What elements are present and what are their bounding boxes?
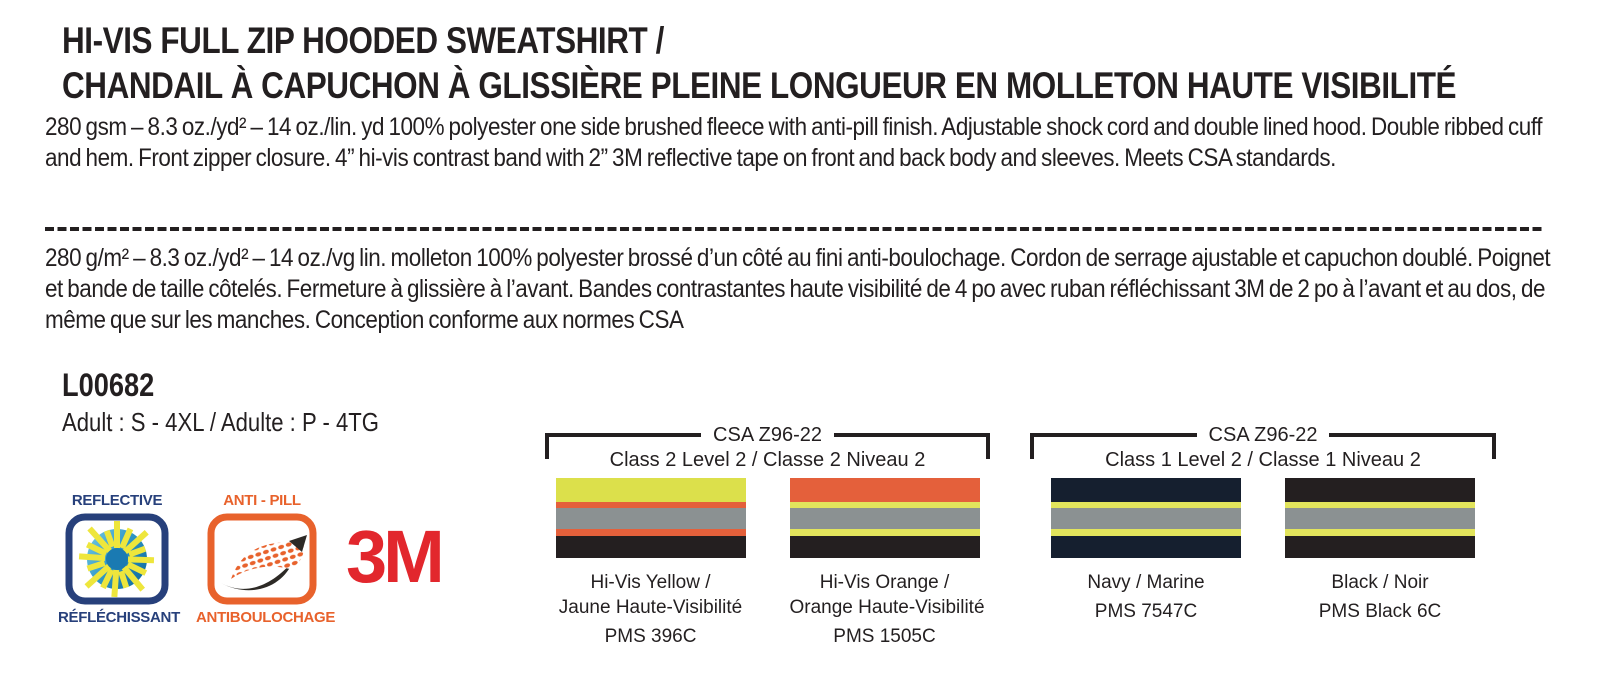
swatch-column-black <box>1285 478 1475 624</box>
swatch-row <box>1030 478 1496 624</box>
swatch-column-hivis-orange <box>789 478 985 649</box>
csa-standard-label: CSA Z96-22 <box>713 424 822 446</box>
title-line-2: CHANDAIL À CAPUCHON À GLISSIÈRE PLEINE LONGUEUR EN MOLLETON HAUTE VISIBILITÉ <box>62 65 1457 106</box>
swatch-column-hivis-yellow <box>556 478 746 649</box>
page-title <box>62 18 1456 108</box>
swatch-name-line: Hi-Vis Yellow / <box>590 572 711 593</box>
3m-logo: 3M <box>346 515 441 598</box>
swatch-column-navy <box>1051 478 1241 624</box>
reflective-sunburst-icon <box>65 513 169 605</box>
swatch-row <box>545 478 990 649</box>
swatch-caption <box>1051 570 1241 624</box>
anti-pill-label-en: ANTI - PILL <box>223 492 301 509</box>
product-sizes: Adult : S - 4XL / Adulte : P - 4TG <box>62 407 379 437</box>
anti-pill-fabric-icon <box>207 513 317 605</box>
title-line-1: HI-VIS FULL ZIP HOODED SWEATSHIRT / <box>62 20 664 61</box>
anti-pill-badge <box>196 492 336 627</box>
dashed-separator <box>45 227 1545 231</box>
csa-section-class1 <box>1030 422 1496 624</box>
description-french: 280 g/m² – 8.3 oz./yd² – 14 oz./vg lin. molleton 100% polyester brossé d’un côté au fini anti-boulochage. Cordon de serrage ajustable et capuchon doublé. Poignet et bande de taille côtelés. Fermeture à glissière à l’avant. Bandes contrastantes haute visibilité de 4 po avec ruban réfléchissant 3M de 2 po à l’avant et au dos, de même que sur les manches. Conception conforme aux normes CSA <box>45 244 1551 334</box>
csa-class-label: Class 2 Level 2 / Classe 2 Niveau 2 <box>609 449 926 471</box>
swatch-pms-code: PMS 396C <box>604 626 697 647</box>
swatch-caption <box>556 570 746 649</box>
swatch-name-line: Navy / Marine <box>1087 572 1205 593</box>
description-english: 280 gsm – 8.3 oz./yd² – 14 oz./lin. yd 100% polyester one side brushed fleece with anti-pill finish. Adjustable shock cord and double lined hood. Double ribbed cuff and hem. Front zipper closure. 4” hi-vis contrast band with 2” 3M reflective tape on front and back body and sleeves. Meets CSA standards. <box>45 113 1543 172</box>
csa-section-class2 <box>545 422 990 649</box>
csa-standard-label: CSA Z96-22 <box>1208 424 1318 446</box>
swatch-name-line: Hi-Vis Orange / <box>819 572 950 593</box>
swatch-name-line: Jaune Haute-Visibilité <box>558 597 743 618</box>
reflective-label-en: REFLECTIVE <box>71 492 163 509</box>
swatch-pms-code: PMS Black 6C <box>1318 601 1442 622</box>
csa-class-label: Class 1 Level 2 / Classe 1 Niveau 2 <box>1105 449 1421 471</box>
color-swatch-navy <box>1051 478 1241 558</box>
swatch-caption <box>789 570 985 649</box>
product-code: L00682 <box>62 367 155 403</box>
color-swatch-black <box>1285 478 1475 558</box>
swatch-name-line: Black / Noir <box>1331 572 1429 593</box>
swatch-caption <box>1285 570 1475 624</box>
reflective-label-fr: RÉFLÉCHISSANT <box>58 609 180 626</box>
color-swatch-hivis-yellow <box>556 478 746 558</box>
swatch-pms-code: PMS 7547C <box>1094 601 1198 622</box>
anti-pill-label-fr: ANTIBOULOCHAGE <box>196 609 336 626</box>
swatch-name-line: Orange Haute-Visibilité <box>789 597 985 618</box>
reflective-badge <box>58 492 180 627</box>
swatch-pms-code: PMS 1505C <box>833 626 936 647</box>
color-swatch-hivis-orange <box>790 478 980 558</box>
